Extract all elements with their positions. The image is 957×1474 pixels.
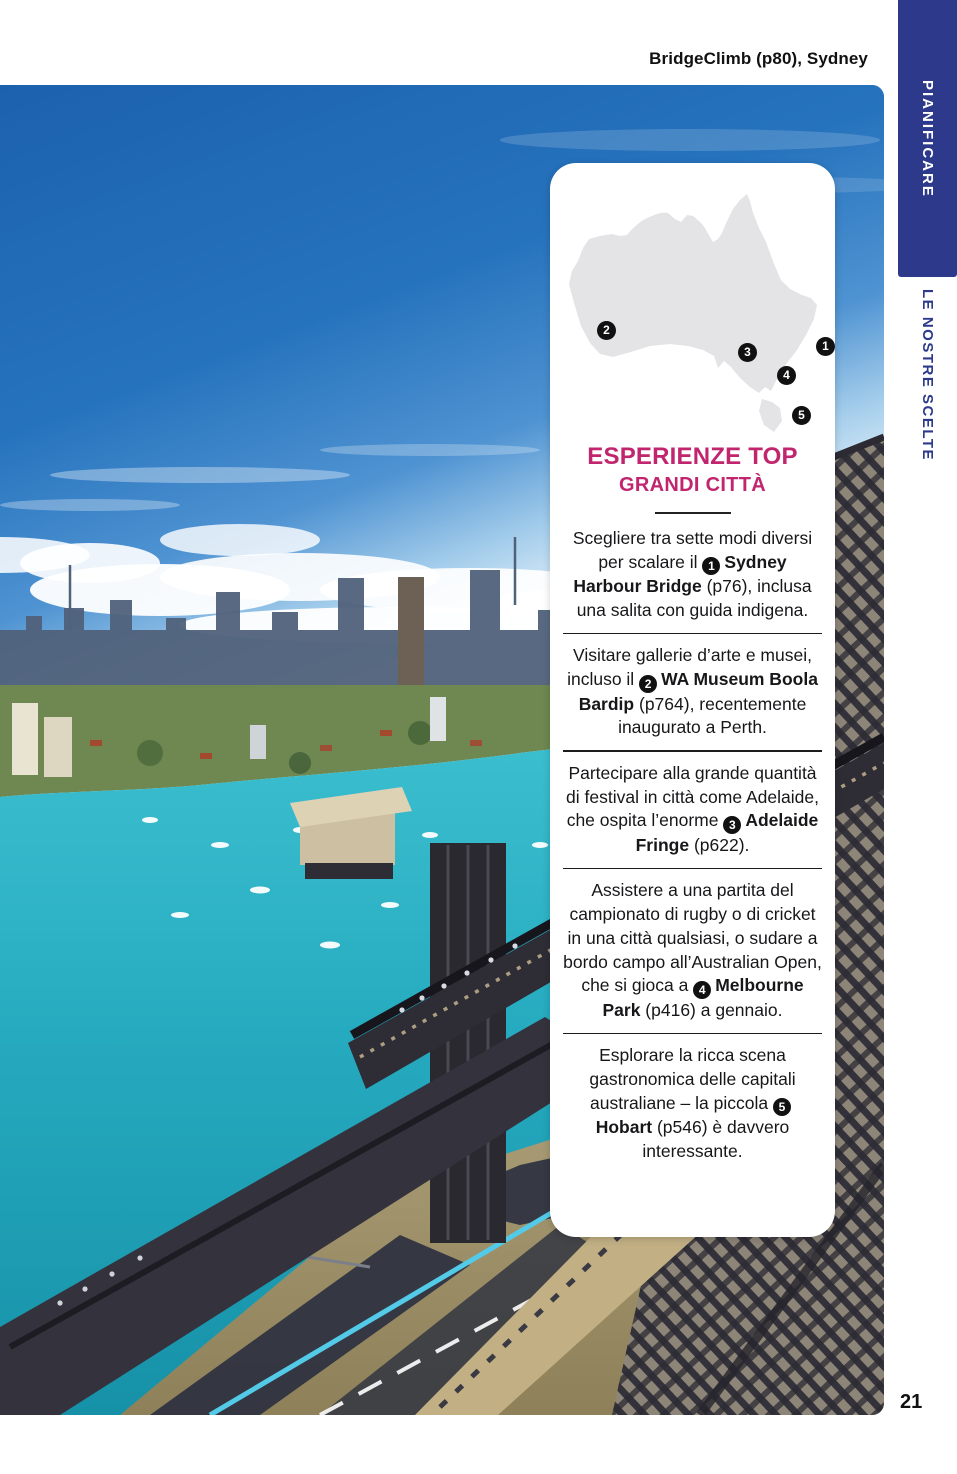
map-marker-1: 1 (816, 337, 835, 356)
page-number: 21 (900, 1391, 923, 1413)
experience-item-3: Partecipare alla grande quantità di festival in città come Adelaide, che ospita l’enorme 3 Adelaide Fringe (p622). (566, 762, 819, 855)
divider-short (655, 512, 731, 514)
sidebar-tab-pianificare (898, 0, 957, 277)
experience-item-1: Scegliere tra sette modi diversi per scalare il 1 Sydney Harbour Bridge (p76), inclusa una salita con guida indigena. (572, 528, 813, 621)
numbered-marker-4: 4 (693, 981, 711, 999)
divider (563, 633, 822, 635)
numbered-marker-3: 3 (723, 816, 741, 834)
divider (563, 868, 822, 870)
divider (563, 750, 822, 752)
sidebar-section-le-nostre-scelte (898, 289, 957, 504)
experience-item-4: Assistere a una partita del campionato di rugby o di cricket in una città qualsiasi, o sudare a bordo campo all’Australian Open, che si gioca a 4 Melbourne Park (p416) a gennaio. (563, 880, 822, 1020)
top-experiences-card (550, 163, 835, 1237)
numbered-marker-5: 5 (773, 1098, 791, 1116)
numbered-marker-2: 2 (639, 675, 657, 693)
experience-name: Adelaide Fringe (635, 810, 819, 855)
experience-name: Melbourne Park (602, 975, 804, 1020)
map-marker-4: 4 (777, 366, 796, 385)
sidebar-tab-label: PIANIFICARE (919, 79, 936, 198)
map-marker-5: 5 (792, 406, 811, 425)
australia-map (563, 163, 829, 433)
map-marker-3: 3 (738, 343, 757, 362)
experience-name: Sydney Harbour Bridge (573, 551, 787, 597)
australia-outline (569, 194, 817, 432)
experience-name: Hobart (595, 1117, 653, 1138)
experience-name: WA Museum Boola Bardip (578, 669, 818, 714)
card-title: ESPERIENZE TOP (587, 443, 798, 470)
numbered-marker-1: 1 (702, 557, 720, 575)
photo-caption: BridgeClimb (p80), Sydney (649, 49, 868, 68)
card-subtitle: GRANDI CITTÀ (619, 474, 766, 496)
divider (563, 1033, 822, 1035)
sidebar-section-label: LE NOSTRE SCELTE (919, 289, 936, 462)
experience-item-2: Visitare gallerie d’arte e musei, incluso il 2 WA Museum Boola Bardip (p764), recentemente inaugurato a Perth. (567, 645, 818, 738)
experience-item-5: Esplorare la ricca scena gastronomica delle capitali australiane – la piccola 5Hobart (p546) è davvero interessante. (589, 1045, 796, 1162)
map-marker-2: 2 (597, 321, 616, 340)
